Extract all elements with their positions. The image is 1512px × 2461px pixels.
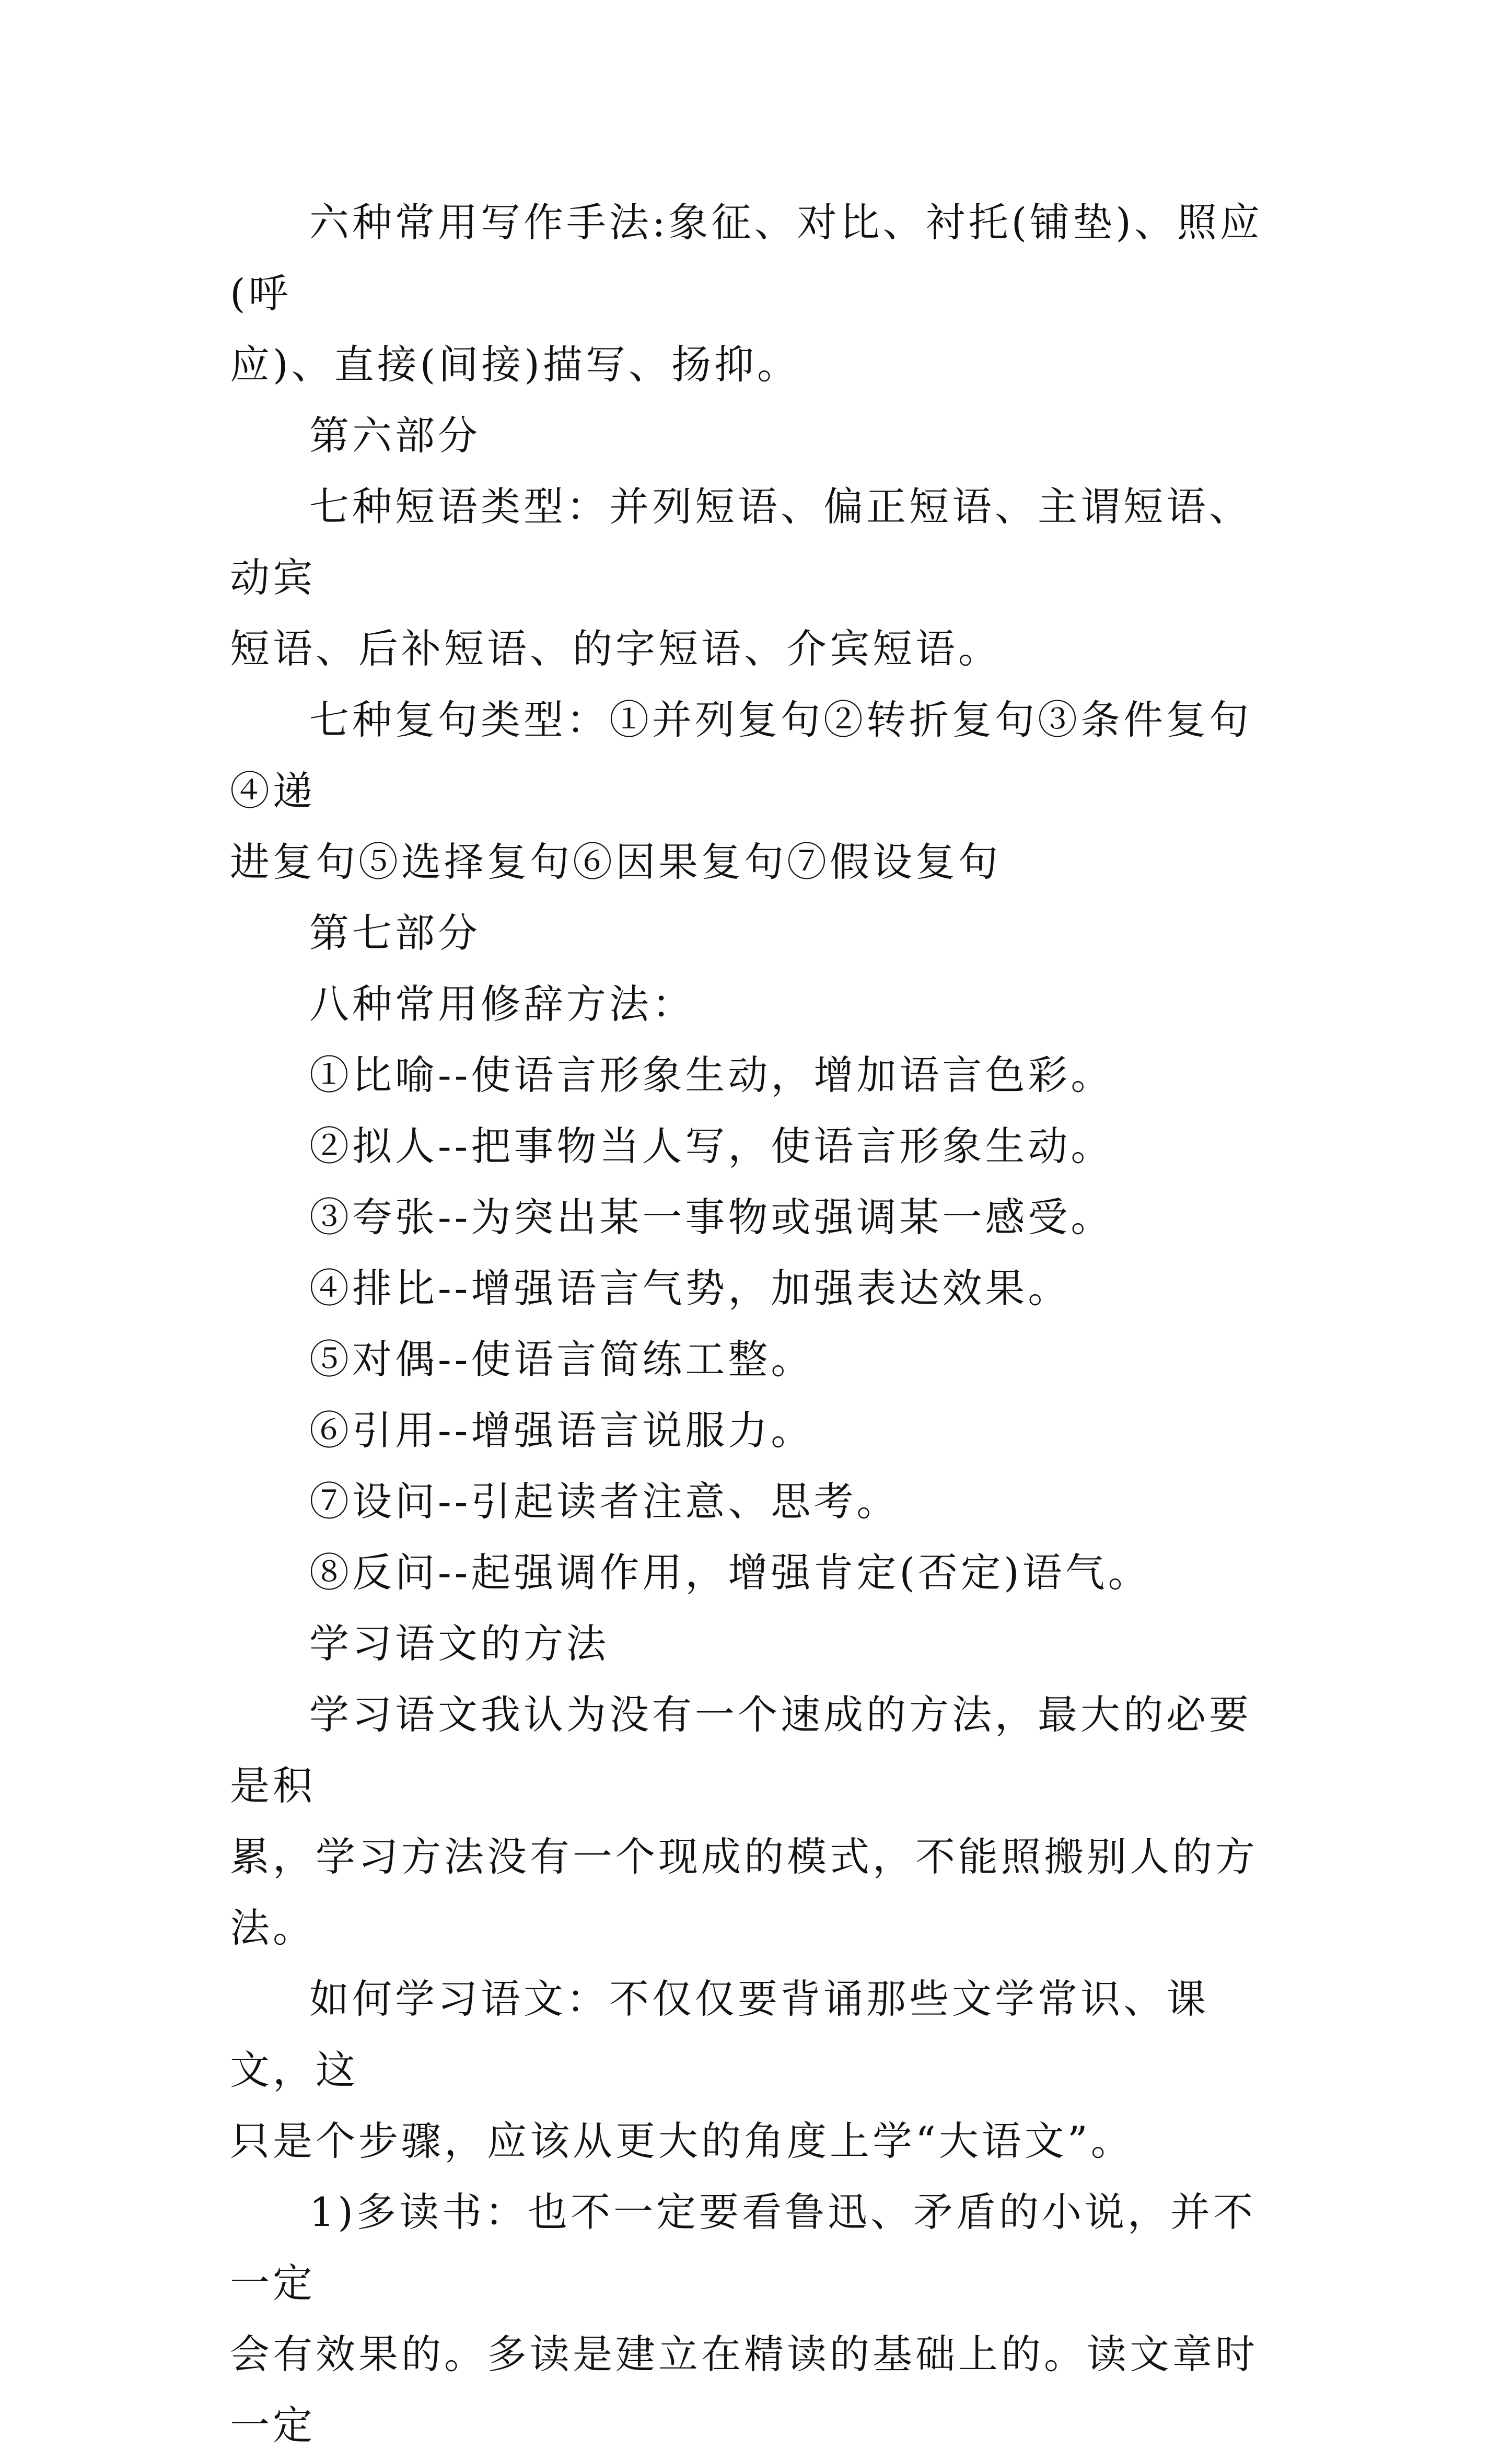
paragraph (230, 898, 1290, 969)
paragraph (230, 684, 1290, 898)
text-line: 第六部分 (309, 412, 481, 459)
text-line: 学习语文的方法 (309, 1620, 609, 1667)
text-line: ⑦设问--引起读者注意、思考。 (309, 1478, 900, 1525)
text-line: 进复句⑤选择复句⑥因果复句⑦假设复句 (230, 839, 1001, 885)
paragraph (230, 969, 1290, 1040)
text-line: 六种常用写作手法:象征、对比、衬托(铺垫)、照应(呼 (230, 199, 1263, 317)
paragraph (230, 2177, 1290, 2461)
text-line: ①比喻--使语言形象生动，增加语言色彩。 (309, 1052, 1114, 1098)
paragraph (230, 1964, 1290, 2177)
paragraph (230, 1537, 1290, 1608)
text-line: ②拟人--把事物当人写，使语言形象生动。 (309, 1123, 1114, 1169)
text-line: ⑥引用--增强语言说服力。 (309, 1407, 814, 1454)
paragraph (230, 1182, 1290, 1253)
text-line: 短语、后补短语、的字短语、介宾短语。 (230, 625, 1001, 672)
text-line: 学习语文我认为没有一个速成的方法，最大的必要是积 (230, 1691, 1252, 1809)
text-line: ③夸张--为突出某一事物或强调某一感受。 (309, 1194, 1114, 1240)
text-line: 如何学习语文：不仅仅要背诵那些文学常识、课文，这 (230, 1976, 1209, 2093)
paragraph (230, 1395, 1290, 1466)
paragraph (230, 1040, 1290, 1111)
paragraph (230, 1608, 1290, 1679)
text-line: 八种常用修辞方法： (309, 981, 695, 1027)
paragraph (230, 1324, 1290, 1395)
text-line: 七种复句类型：①并列复句②转折复句③条件复句④递 (230, 696, 1252, 814)
document-body (230, 187, 1290, 2461)
text-line: 只是个步骤，应该从更大的角度上学“大语文”。 (230, 2118, 1134, 2164)
text-line: ④排比--增强语言气势，加强表达效果。 (309, 1265, 1071, 1311)
paragraph (230, 1253, 1290, 1324)
text-line: ⑧反问--起强调作用，增强肯定(否定)语气。 (309, 1549, 1151, 1596)
paragraph (230, 400, 1290, 471)
paragraph (230, 1111, 1290, 1182)
text-line: 第七部分 (309, 910, 481, 956)
text-line: 应)、直接(间接)描写、扬抑。 (230, 341, 800, 388)
text-line: 会有效果的。多读是建立在精读的基础上的。读文章时一定 (230, 2331, 1258, 2448)
text-line: 七种短语类型：并列短语、偏正短语、主谓短语、动宾 (230, 483, 1252, 601)
text-line: 1)多读书：也不一定要看鲁迅、矛盾的小说，并不一定 (230, 2189, 1257, 2306)
text-line: ⑤对偶--使语言简练工整。 (309, 1336, 814, 1383)
paragraph (230, 1679, 1290, 1964)
paragraph (230, 471, 1290, 684)
text-line: 累，学习方法没有一个现成的模式，不能照搬别人的方法。 (230, 1833, 1258, 1951)
paragraph (230, 187, 1290, 400)
paragraph (230, 1466, 1290, 1537)
